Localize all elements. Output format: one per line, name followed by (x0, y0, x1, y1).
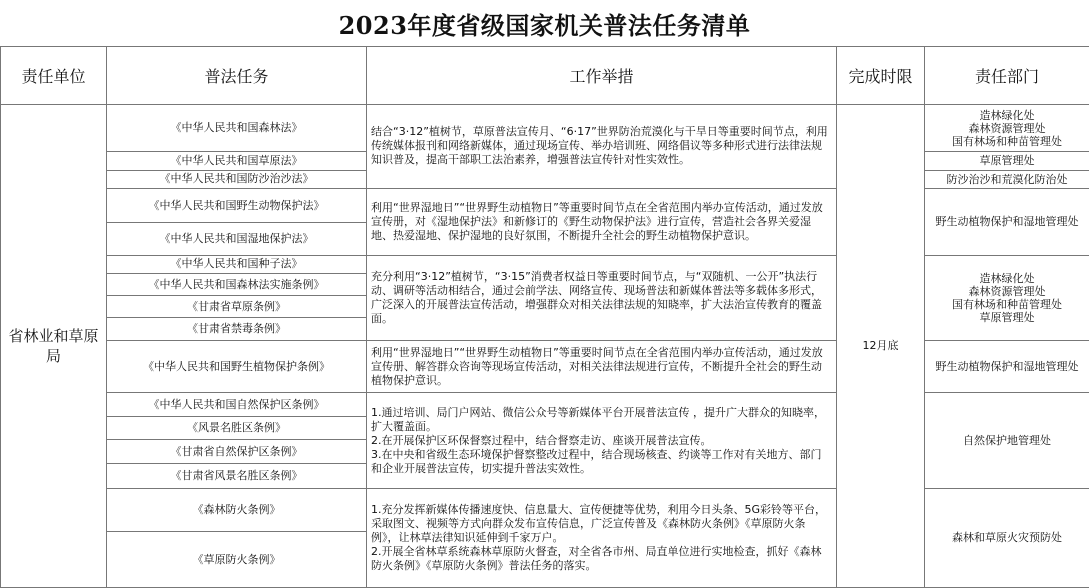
law-item: 《中华人民共和国野生动物保护法》 (107, 188, 367, 222)
header-deadline: 完成时限 (837, 47, 925, 105)
law-item: 《甘肃省自然保护区条例》 (107, 440, 367, 464)
header-measures: 工作举措 (367, 47, 837, 105)
law-item: 《甘肃省禁毒条例》 (107, 318, 367, 340)
law-item: 《中华人民共和国森林法实施条例》 (107, 273, 367, 295)
header-task: 普法任务 (107, 47, 367, 105)
law-item: 《风景名胜区条例》 (107, 416, 367, 439)
responsible-unit: 省林业和草原局 (1, 104, 107, 587)
measure-cell: 1.通过培训、局门户网站、微信公众号等新媒体平台开展普法宣传 ，提升广大群众的知晓率，扩大覆盖面。 2.在开展保护区环保督察过程中，结合督察走访、座谈开展普法宣传。 3.在中央和省级生态环境保护督察整改过程中，结合现场核查、约谈等工作对有关地方、部门和企业开展普法宣传，切实提升普法实效性。 (367, 393, 837, 488)
dept-cell: 造林绿化处 森林资源管理处 国有林场和种苗管理处 (925, 104, 1089, 152)
law-item: 《甘肃省风景名胜区条例》 (107, 464, 367, 488)
header-dept: 责任部门 (925, 47, 1089, 105)
dept-cell: 草原管理处 (925, 152, 1089, 170)
deadline-cell: 12月底 (837, 104, 925, 587)
document-title: 2023年度省级国家机关普法任务清单 (0, 0, 1089, 47)
header-unit: 责任单位 (1, 47, 107, 105)
law-item: 《中华人民共和国自然保护区条例》 (107, 393, 367, 416)
law-item: 《中华人民共和国野生植物保护条例》 (107, 340, 367, 393)
law-item: 《中华人民共和国森林法》 (107, 104, 367, 152)
law-item: 《森林防火条例》 (107, 488, 367, 532)
dept-cell: 造林绿化处 森林资源管理处 国有林场和种苗管理处 草原管理处 (925, 255, 1089, 340)
table-row (1, 488, 1089, 532)
measure-cell: 1.充分发挥新媒体传播速度快、信息量大、宣传便捷等优势，利用今日头条、5G彩铃等平台，采取图文、视频等方式向群众发布宣传信息，广泛宣传普及《森林防火条例》《草原防火条例》，让林草法律知识延伸到千家万户。 2.开展全省林草系统森林草原防火督查，对全省各市州、局直单位进行实地检查，抓好《森林防火条例》《草原防火条例》普法任务的落实。 (367, 488, 837, 587)
law-item: 《草原防火条例》 (107, 532, 367, 588)
header-row (1, 47, 1089, 105)
table-row (1, 255, 1089, 273)
law-item: 《中华人民共和国防沙治沙法》 (107, 170, 367, 188)
law-item: 《中华人民共和国草原法》 (107, 152, 367, 170)
measure-cell: 结合“3·12”植树节，草原普法宣传月、“6·17”世界防治荒漠化与干旱日等重要时间节点，利用传统媒体报刊和网络新媒体，通过现场宣传、举办培训班、网络倡议等多种形式进行法律法规知识普及，提高干部职工法治素养，增强普法宣传针对性实效性。 (367, 104, 837, 188)
dept-cell: 野生动植物保护和湿地管理处 (925, 340, 1089, 393)
law-item: 《中华人民共和国湿地保护法》 (107, 223, 367, 255)
dept-cell: 自然保护地管理处 (925, 393, 1089, 488)
dept-cell: 防沙治沙和荒漠化防治处 (925, 170, 1089, 188)
task-table (0, 46, 1089, 588)
measure-cell: 充分利用“3·12”植树节，“3·15”消费者权益日等重要时间节点，与“双随机、一公开”执法行动、调研等活动相结合，通过会前学法、网络宣传、现场普法和新媒体普法等多载体多形式，广泛深入的开展普法宣传活动，增强群众对相关法律法规的知晓率，扩大法治宣传教育的覆盖面。 (367, 255, 837, 340)
table-row (1, 340, 1089, 393)
law-item: 《甘肃省草原条例》 (107, 296, 367, 318)
law-item: 《中华人民共和国种子法》 (107, 255, 367, 273)
table-row (1, 104, 1089, 152)
table-row (1, 188, 1089, 222)
dept-cell: 野生动植物保护和湿地管理处 (925, 188, 1089, 255)
dept-cell: 森林和草原火灾预防处 (925, 488, 1089, 587)
measure-cell: 利用“世界湿地日”“世界野生动植物日”等重要时间节点在全省范围内举办宣传活动，通过发放宣传册、解答群众咨询等现场宣传活动，对相关法律法规进行宣传，不断提升全社会的野生动植物保护意识。 (367, 340, 837, 393)
measure-cell: 利用“世界湿地日”“世界野生动植物日”等重要时间节点在全省范围内举办宣传活动，通过发放宣传册，对《湿地保护法》和新修订的《野生动物保护法》进行宣传，营造社会各界关爱湿地、热爱湿地、保护湿地的良好氛围，不断提升全社会的野生动植物保护意识。 (367, 188, 837, 255)
table-row (1, 393, 1089, 416)
